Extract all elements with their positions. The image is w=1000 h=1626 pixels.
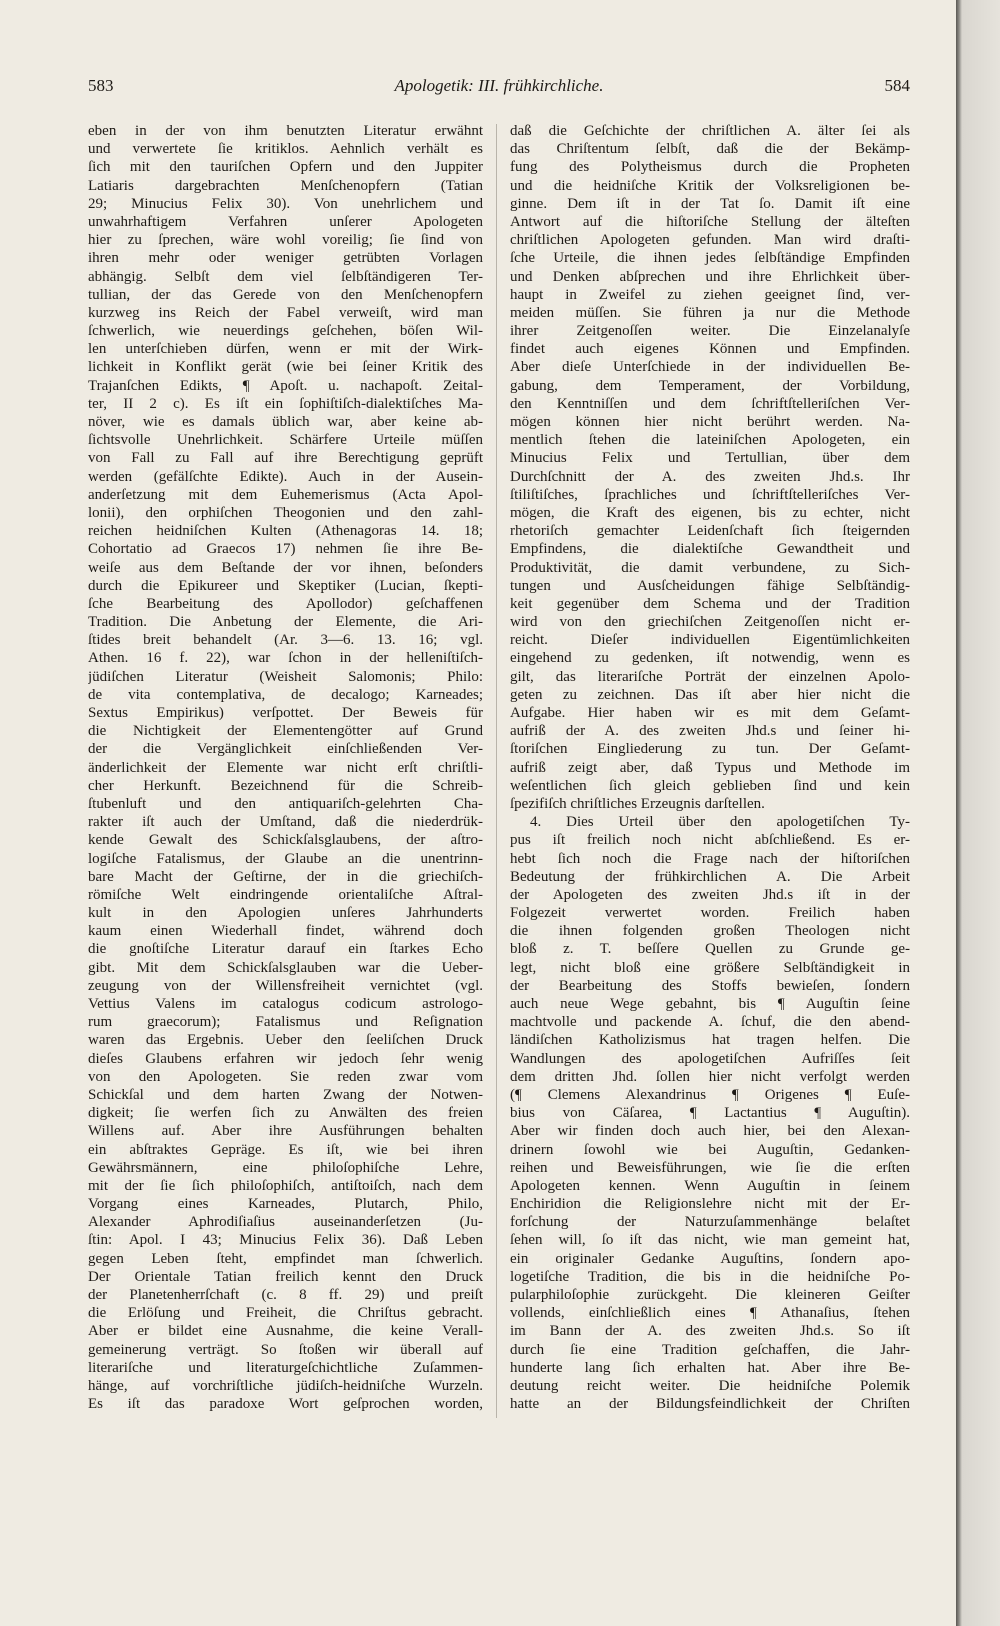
- right-column-line: haupt in Zweifel zu ziehen geeignet ſind, ver-: [510, 286, 910, 303]
- scan-edge: [956, 0, 1000, 1626]
- left-column-line: unwahrhaftigem Verfahren unſerer Apologeten: [88, 213, 483, 230]
- right-column: [510, 122, 910, 1413]
- right-column-line: Aber dieſe Unterſchiede in der individuellen Be-: [510, 359, 910, 376]
- right-column-line: meiden müſſen. Sie führen ja nur die Methode: [510, 304, 910, 321]
- right-column-line: gilt, das literariſche Porträt der einzelnen Apolo-: [510, 668, 910, 685]
- left-column-line: cher Herkunft. Bezeichnend für die Schreib-: [88, 777, 483, 794]
- left-column-line: jüdiſchen Literatur (Weisheit Salomonis; Philo:: [88, 668, 483, 685]
- left-column-line: änderlichkeit der Elemente war nicht erſt chriſtli-: [88, 759, 483, 776]
- left-column-line: römiſche Welt eindringende orientaliſche Aſtral-: [88, 886, 483, 903]
- left-column: [88, 122, 483, 1413]
- left-column-line: gemeinerung verträgt. So ſtoßen wir überall auf: [88, 1341, 483, 1358]
- left-column-line: hier zu ſprechen, wäre wohl voreilig; ſie ſind von: [88, 232, 483, 249]
- left-column-line: abhängig. Selbſt dem viel ſelbſtändigeren Ter-: [88, 268, 483, 285]
- left-column-line: Latiaris dargebrachten Menſchenopfern (Tatian: [88, 177, 483, 194]
- right-column-line: ſche Urteile, die ihnen jedes ſelbſtändige Empfinden: [510, 250, 910, 267]
- right-column-line: ſehen will, ſo iſt das nicht, wie man gemeint hat,: [510, 1232, 910, 1249]
- right-column-line: Aber wir finden doch auch hier, bei den Alexan-: [510, 1123, 910, 1140]
- left-column-line: mit der ſie ſich philoſophiſch, antiſtoiſch, nach dem: [88, 1177, 483, 1194]
- left-column-line: Aber er bildet eine Ausnahme, die keine Verall-: [88, 1323, 483, 1340]
- right-column-line: ſpezifiſch chriſtliches Erzeugnis darſtellen.: [510, 795, 765, 812]
- left-column-line: de vita contemplativa, de decalogo; Karneades;: [88, 686, 483, 703]
- right-column-line: der Apologeten des zweiten Jhd.s iſt in der: [510, 886, 910, 903]
- right-column-line: forſchung der Naturzuſammenhänge belaſtet: [510, 1214, 910, 1231]
- right-column-line: Aufgabe. Hier haben wir es mit dem Geſamt-: [510, 705, 910, 721]
- left-column-line: ſich mit den tauriſchen Opfern und den Juppiter: [88, 159, 483, 176]
- right-column-line: bius von Cäſarea, ¶ Lactantius ¶ Auguſtin).: [510, 1105, 910, 1122]
- right-column-line: tungen und Ausſcheidungen fähige Selbſtändig-: [510, 577, 910, 594]
- page-header: [88, 76, 910, 100]
- left-column-line: rakter iſt auch der Umſtand, daß die niederdrük-: [88, 814, 483, 831]
- left-column-line: reichen heidniſchen Kulten (Athenagoras 14. 18;: [88, 523, 483, 540]
- left-column-line: von Fall zu Fall auf ihre Berechtigung geprüft: [88, 450, 483, 467]
- left-column-line: logiſche Fatalismus, der Glaube an die unentrinn-: [88, 850, 483, 867]
- right-column-line: (¶ Clemens Alexandrinus ¶ Origenes ¶ Euſe-: [510, 1086, 910, 1103]
- right-column-line: gabung, dem Temperament, der Vorbildung,: [510, 377, 910, 394]
- right-column-line: Durchſchnitt der A. des zweiten Jhd.s. Ihr: [510, 468, 910, 485]
- left-column-line: der die Vergänglichkeit einſchließenden Ver-: [88, 741, 483, 758]
- right-column-line: ihrer Zeitgenoſſen weiter. Die Einzelanalyſe: [510, 323, 910, 340]
- left-column-line: kult in den Apologien unſeres Jahrhunderts: [88, 905, 483, 922]
- left-column-line: lichkeit in Konflikt gerät (wie bei ſeiner Kritik des: [88, 359, 483, 376]
- right-column-line: mögen, die Kraft des eigenen, bis zu echter, nicht: [510, 504, 910, 521]
- right-column-line: reihen und Beweisführungen, wie ſie die erſten: [510, 1159, 910, 1176]
- left-column-line: digkeit; ſie werfen ſich zu Anwälten des freien: [88, 1105, 483, 1122]
- right-column-line: aufriß der A. des zweiten Jhd.s und ſeiner hi-: [510, 723, 910, 740]
- left-column-line: Sextus Empirikus) verſpottet. Der Beweis für: [88, 705, 483, 721]
- page-number-right: 584: [884, 76, 910, 95]
- left-column-line: rum graecorum); Fatalismus und Reſignation: [88, 1014, 483, 1031]
- left-column-line: durch die Epikureer und Skeptiker (Lucian, ſkepti-: [88, 577, 483, 594]
- right-column-line: logetiſche Tradition, die bis in die heidniſche Po-: [510, 1268, 910, 1285]
- right-column-line: legt, nicht bloß eine größere Selbſtändigkeit in: [510, 959, 910, 976]
- left-column-line: ſtubenluft und den antiquariſch-gelehrten Cha-: [88, 795, 483, 812]
- right-column-line: im Bann der A. des zweiten Jhd.s. So iſt: [510, 1323, 910, 1340]
- left-column-line: die gnoſtiſche Literatur darauf ein ſtarkes Echo: [88, 941, 483, 958]
- right-column-line: hebt ſich noch die Frage nach der hiſtoriſchen: [510, 850, 910, 867]
- left-column-line: Alexander Aphrodiſiaſius auseinanderſetzen (Ju-: [88, 1214, 483, 1231]
- left-column-line: bare Macht der Geſtirne, der in die griechiſch-: [88, 868, 483, 885]
- right-column-line: dem dritten Jhd. ſollen hier nicht verfolgt werden: [510, 1068, 910, 1085]
- left-column-line: zeugung von der Willensfreiheit vernichtet (vgl.: [88, 977, 483, 994]
- left-column-line: 29; Minucius Felix 30). Von unehrlichem und: [88, 195, 483, 212]
- right-column-line: keit gegenüber dem Schema und der Tradition: [510, 595, 910, 612]
- right-column-line: den Kenntniſſen und dem ſchriftſtelleriſchen Ver-: [510, 395, 910, 412]
- left-column-line: von den Apologeten. Sie reden zwar vom: [88, 1068, 483, 1085]
- left-column-line: kaum einen Wiederhall findet, während doch: [88, 923, 483, 940]
- left-column-line: ſichtsvolle Unehrlichkeit. Schärfere Urteile müſſen: [88, 432, 483, 449]
- right-column-line: die ihnen folgenden großen Theologen nicht: [510, 923, 910, 940]
- right-column-line: 4. Dies Urteil über den apologetiſchen Ty-: [530, 814, 910, 831]
- left-column-line: ter, II 2 c). Es iſt ein ſophiſtiſch-dialektiſches Ma-: [88, 395, 483, 412]
- right-column-line: Apologeten kennen. Wenn Auguſtin in ſeinem: [510, 1177, 910, 1194]
- right-column-line: Antwort auf die hiſtoriſche Stellung der älteſten: [510, 213, 910, 230]
- right-column-line: durch ſie eine Tradition geſchaffen, die Jahr-: [510, 1341, 910, 1358]
- right-column-line: chriſtlichen Apologeten gefunden. Man wird draſti-: [510, 232, 910, 249]
- right-column-line: daß die Geſchichte der chriſtlichen A. älter ſei als: [510, 123, 910, 139]
- right-column-line: findet auch eigenes Können und Empfinden.: [510, 341, 910, 358]
- left-column-line: literariſche und literaturgeſchichtliche Zuſammen-: [88, 1359, 483, 1376]
- left-column-line: kurzweg ins Reich der Fabel verweiſt, wird man: [88, 304, 483, 321]
- left-column-line: werden (gefälſchte Edikte). Auch in der Ausein-: [88, 468, 483, 485]
- left-column-line: Tradition. Die Anbetung der Elemente, die Ari-: [88, 614, 483, 631]
- left-column-line: die Erlöſung und Freiheit, die Chriſtus gebracht.: [88, 1305, 483, 1322]
- right-column-line: der Bearbeitung des Stoffs bewieſen, ſondern: [510, 977, 910, 994]
- right-column-line: reicht. Dieſer individuellen Eigentümlichkeiten: [510, 632, 910, 649]
- left-column-line: ſtin: Apol. I 43; Minucius Felix 36). Daß Leben: [88, 1232, 483, 1249]
- right-column-line: drinern ſowohl wie bei Auguſtin, Gedanken-: [510, 1141, 910, 1158]
- left-column-line: Athen. 16 f. 22), war ſchon in der helleniſtiſch-: [88, 650, 483, 667]
- right-column-line: Minucius Felix und Tertullian, über dem: [510, 450, 910, 467]
- left-column-line: ein abſtraktes Gepräge. Es iſt, wie bei ihren: [88, 1141, 483, 1158]
- left-column-line: der Planetenherrſchaft (c. 8 ff. 29) und preiſt: [88, 1287, 483, 1303]
- right-column-line: machtvolle und packende A. ſchuf, die den abend-: [510, 1014, 910, 1031]
- left-column-line: hänge, auf vorchriſtliche jüdiſch-heidniſche Wurzeln.: [88, 1377, 483, 1394]
- left-column-line: kende Gewalt des Schickſalsglaubens, der aſtro-: [88, 832, 483, 849]
- right-column-line: Produktivität, die damit verbundene, zu Sich-: [510, 559, 910, 576]
- column-rule: [496, 124, 497, 1418]
- right-column-line: aufriß zeigt aber, daß Typus und Methode im: [510, 759, 910, 776]
- left-column-line: waren das Ergebnis. Ueber den ſeeliſchen Druck: [88, 1032, 483, 1049]
- left-column-line: növer, wie es damals üblich war, aber keine ab-: [88, 414, 483, 430]
- left-column-line: dieſes Glaubens erfahren wir jedoch ſehr wenig: [88, 1050, 483, 1067]
- right-column-line: fung des Polytheismus durch die Propheten: [510, 159, 910, 176]
- right-column-line: rhetoriſch gemachter Leidenſchaft ſich ſteigernden: [510, 523, 910, 540]
- running-title: Apologetik: III. frühkirchliche.: [394, 76, 604, 95]
- right-column-line: Empfindens, die dialektiſche Gewandtheit und: [510, 541, 910, 558]
- left-column-line: Gewährsmännern, eine philoſophiſche Lehre,: [88, 1159, 483, 1176]
- left-column-line: ihren mehr oder weniger getrübten Vorlagen: [88, 250, 483, 267]
- left-column-line: Der Orientale Tatian freilich kennt den Druck: [88, 1268, 483, 1285]
- left-column-line: len unterſchieben dürfen, wenn er mit der Wirk-: [88, 341, 483, 358]
- left-column-line: tullian, der das Gerede von den Menſchenopfern: [88, 286, 483, 303]
- right-column-line: Enchiridion die Religionslehre nicht mit der Er-: [510, 1196, 910, 1213]
- left-column-line: Vorgang eines Karneades, Plutarch, Philo,: [88, 1196, 483, 1213]
- right-column-line: und Denken abſprechen und ihre Ehrlichkeit über-: [510, 268, 910, 285]
- left-column-line: Cohortatio ad Graecos 17) nehmen ſie ihre Be-: [88, 541, 483, 558]
- right-column-line: ſtoriſchen Eingliederung zu tun. Der Geſamt-: [510, 741, 910, 758]
- left-column-line: ſchwerlich, wie neuerdings geſchehen, böſen Wil-: [88, 323, 483, 340]
- left-column-line: eben in der von ihm benutzten Literatur erwähnt: [88, 123, 483, 139]
- right-column-line: hunderte lang ſich erhalten hat. Aber ihre Be-: [510, 1359, 910, 1376]
- right-column-line: hatte an der Bildungsfeindlichkeit der Chriſten: [510, 1396, 910, 1413]
- right-column-line: Wandlungen des apologetiſchen Aufriſſes ſeit: [510, 1050, 910, 1067]
- right-column-line: bloß z. T. beſſere Quellen zu Grunde ge-: [510, 941, 910, 958]
- left-column-line: die Nichtigkeit der Elementengötter auf Grund: [88, 723, 483, 740]
- right-column-line: pus iſt freilich noch nicht abſchließend. Es er-: [510, 832, 910, 849]
- right-column-line: weſentlichen ſich gleich geblieben ſind und kein: [510, 777, 910, 794]
- right-column-line: mentlich ſtehen die lateiniſchen Apologeten, ein: [510, 432, 910, 449]
- right-column-line: deutung reicht weiter. Die heidniſche Polemik: [510, 1377, 910, 1394]
- right-column-line: Folgezeit verwertet worden. Freilich haben: [510, 905, 910, 922]
- left-column-line: Es iſt das paradoxe Wort geſprochen worden,: [88, 1396, 483, 1413]
- left-column-line: und verwertete ſie kritiklos. Aehnlich verhält es: [88, 141, 483, 158]
- right-column-line: Bedeutung der frühkirchlichen A. Die Arbeit: [510, 868, 910, 885]
- right-column-line: das Chriſtentum ſelbſt, daß die der Bekämp-: [510, 141, 910, 158]
- right-column-line: ein originaler Gedanke Auguſtins, ſondern apo-: [510, 1250, 910, 1267]
- right-column-line: mögen können hier nicht berührt werden. Na-: [510, 414, 910, 430]
- right-column-line: ſtiliſtiſches, ſprachliches und ſchriftſtelleriſches Ver-: [510, 486, 910, 503]
- left-column-line: Vettius Valens im catalogus codicum astrologo-: [88, 996, 483, 1012]
- right-column-line: ginne. Dem iſt in der Tat ſo. Damit iſt eine: [510, 195, 910, 212]
- left-column-line: Willens auf. Aber ihre Ausführungen behalten: [88, 1123, 483, 1140]
- left-column-line: lonii), den orphiſchen Theogonien und den zahl-: [88, 504, 483, 521]
- left-column-line: Schickſal und dem harten Zwang der Notwen-: [88, 1086, 483, 1103]
- right-column-line: und die heidniſche Kritik der Volksreligionen be-: [510, 177, 910, 194]
- left-column-line: Trajanſchen Edikts, ¶ Apoſt. u. nachapoſt. Zeital-: [88, 377, 483, 394]
- right-column-line: eingehend zu gedenken, iſt notwendig, wenn es: [510, 650, 910, 667]
- right-column-line: ländiſchen Katholizismus hat tragen helfen. Die: [510, 1032, 910, 1049]
- right-column-line: vollends, einſchließlich eines ¶ Athanaſius, ſtehen: [510, 1305, 910, 1322]
- left-column-line: ſche Bearbeitung des Apollodor) geſchaffenen: [88, 595, 483, 612]
- left-column-line: gegen Leben ſteht, empfindet man ſchwerlich.: [88, 1250, 483, 1267]
- left-column-line: weiſe aus dem Beſtande der vor ihnen, beſonders: [88, 559, 483, 576]
- right-column-line: auch neue Wege gebahnt, bis ¶ Auguſtin ſeine: [510, 996, 910, 1012]
- left-column-line: gibt. Mit dem Schickſalsglauben war die Ueber-: [88, 959, 483, 976]
- left-column-line: ſtides breit behandelt (Ar. 3—6. 13. 16; vgl.: [88, 632, 483, 649]
- right-column-line: pularphiloſophie zurückgeht. Die kleineren Geiſter: [510, 1287, 910, 1303]
- right-column-line: geten zu zeichnen. Das iſt aber hier nicht die: [510, 686, 910, 703]
- left-column-line: anderſetzung mit dem Euhemerismus (Acta Apol-: [88, 486, 483, 503]
- right-column-line: wird von den griechiſchen Zeitgenoſſen nicht er-: [510, 614, 910, 631]
- page-number-left: 583: [88, 76, 114, 95]
